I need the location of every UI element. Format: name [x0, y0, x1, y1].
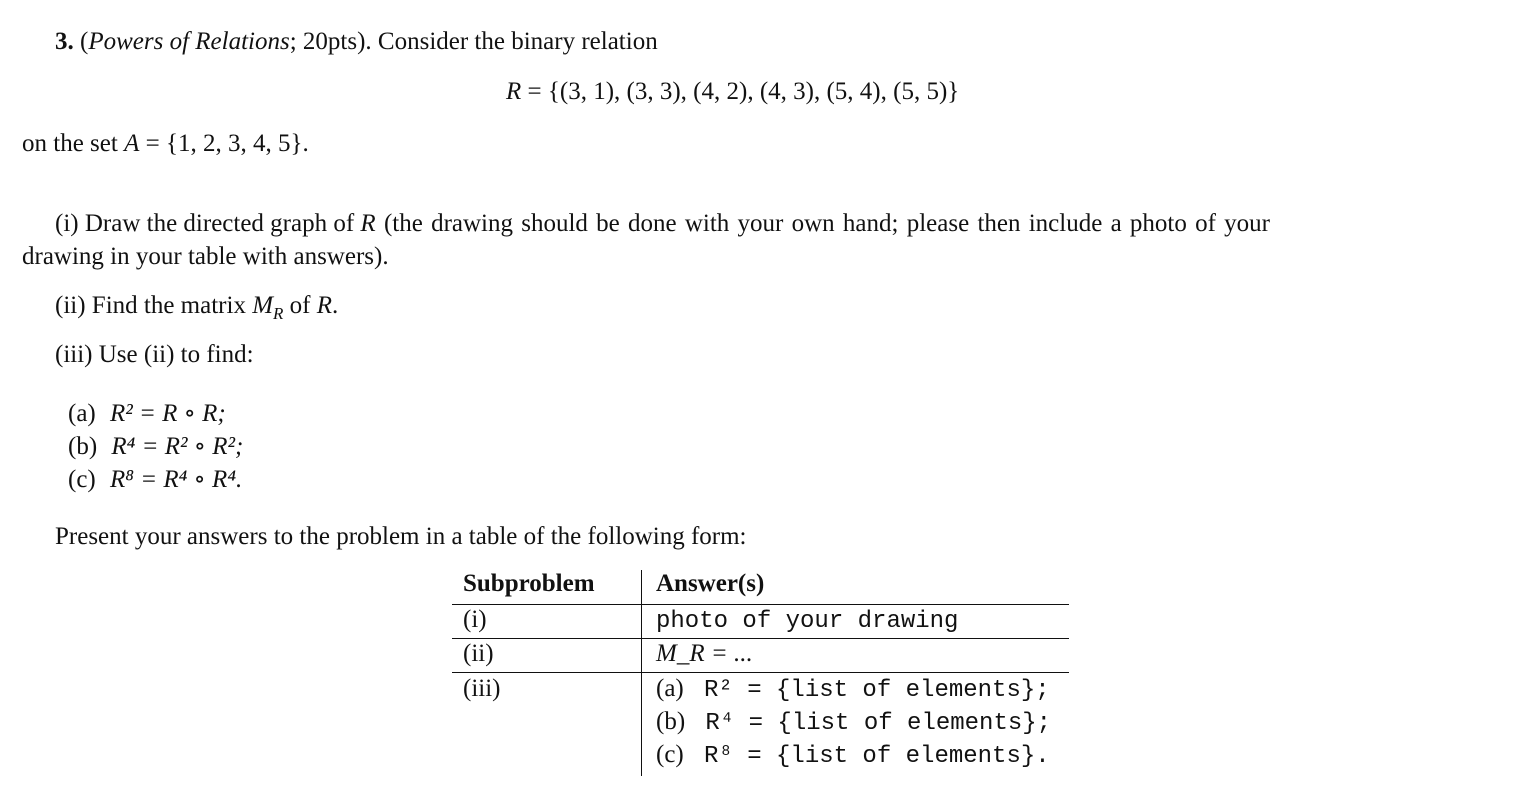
row3-c-text: R⁸ = {list of elements}. — [704, 743, 1050, 770]
subpart-a-text: R² = R ∘ R; — [110, 400, 226, 427]
relation-rhs: = {(3, 1), (3, 3), (4, 2), (4, 3), (5, 4), (5, 5)} — [527, 78, 960, 105]
subpart-c-label: (c) — [68, 466, 96, 493]
part-i-line2: drawing in your table with answers). — [22, 243, 389, 270]
part-i-line1 — [55, 210, 1270, 238]
problem-number: 3. — [55, 28, 74, 55]
subpart-a — [68, 398, 226, 428]
row3-a-label: (a) — [656, 675, 684, 702]
part-ii-post: . — [332, 292, 339, 319]
table-row-rule-1 — [452, 638, 1069, 639]
problem-topic: Powers of Relations — [88, 28, 290, 55]
subpart-b-label: (b) — [68, 433, 98, 460]
row3-a-text: R² = {list of elements}; — [704, 677, 1050, 704]
set-rhs: = {1, 2, 3, 4, 5}. — [139, 130, 309, 157]
subpart-a-label: (a) — [68, 400, 96, 427]
part-i-var: R — [360, 210, 376, 237]
row3-b-label: (b) — [656, 708, 686, 735]
table-row2-ans: M_R = ... — [656, 640, 753, 667]
set-prefix: on the set — [22, 130, 125, 157]
set-definition — [22, 130, 309, 158]
subpart-c — [68, 464, 242, 494]
table-column-divider — [641, 570, 642, 776]
table-row-rule-2 — [452, 672, 1069, 673]
table-header-rule — [452, 604, 1069, 605]
set-var: A — [124, 130, 140, 157]
part-ii-mid: of — [283, 292, 317, 319]
table-row1-ans: photo of your drawing — [656, 608, 959, 635]
part-ii — [55, 292, 339, 323]
part-ii-var: M — [252, 292, 274, 319]
table-row3-c — [656, 741, 1050, 770]
answer-table — [452, 566, 1072, 778]
table-header-answers: Answer(s) — [656, 570, 765, 597]
part-ii-sub: R — [273, 304, 284, 323]
problem-points: ; 20pts). Consider the binary relation — [289, 28, 658, 55]
table-row3-a — [656, 675, 1050, 704]
subpart-b-text: R⁴ = R² ∘ R²; — [111, 433, 244, 460]
subpart-b — [68, 431, 243, 461]
part-i-pre: (i) Draw the directed graph of — [55, 210, 361, 237]
row3-c-label: (c) — [656, 741, 684, 768]
part-ii-var2: R — [316, 292, 333, 319]
table-row1-sub: (i) — [463, 606, 487, 633]
subpart-c-text: R⁸ = R⁴ ∘ R⁴. — [110, 466, 243, 493]
table-row3-sub: (iii) — [463, 675, 501, 702]
table-row2-sub: (ii) — [463, 640, 494, 667]
problem-heading: 3. (Powers of Relations; 20pts). Consider the binary relation — [55, 28, 658, 55]
part-i-post: (the drawing should be done with your own hand; please then include a photo of your — [375, 210, 1271, 237]
table-row3-b — [656, 708, 1051, 737]
present-instruction: Present your answers to the problem in a table of the following form: — [55, 523, 747, 550]
relation-lhs: R — [506, 78, 522, 105]
part-iii: (iii) Use (ii) to find: — [55, 341, 254, 368]
row3-b-text: R⁴ = {list of elements}; — [705, 710, 1052, 737]
relation-definition — [506, 78, 959, 106]
part-ii-pre: (ii) Find the matrix — [55, 292, 253, 319]
table-header-subproblem: Subproblem — [463, 570, 595, 597]
